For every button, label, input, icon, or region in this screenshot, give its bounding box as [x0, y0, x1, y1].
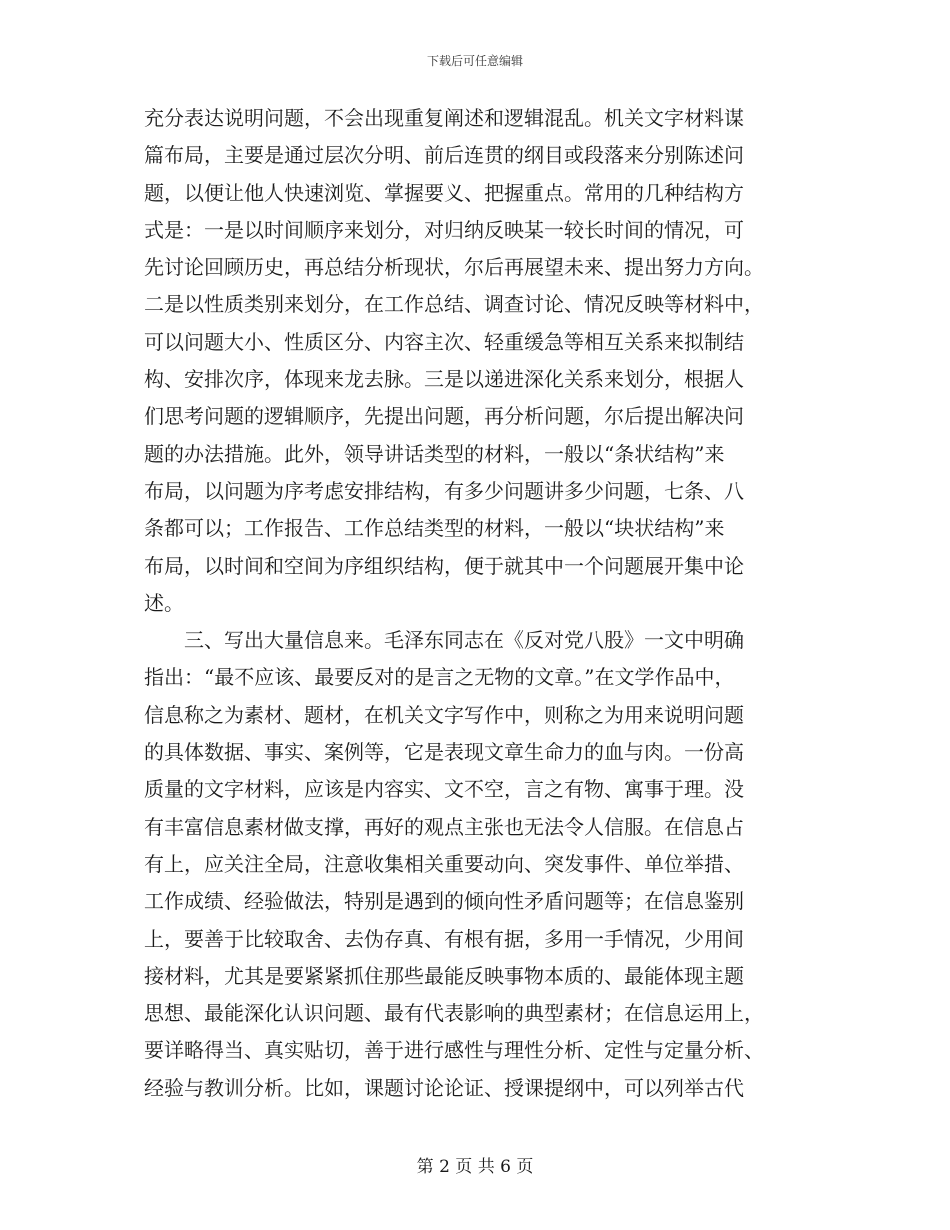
text-line: 式是：一是以时间顺序来划分，对归纳反映某一较长时间的情况，可: [144, 217, 744, 242]
text-line: 述。: [144, 590, 184, 615]
text-line: 有上，应关注全局，注意收集相关重要动向、突发事件、单位举措、: [144, 851, 744, 876]
text-line: 题，以便让他人快速浏览、掌握要义、把握重点。常用的几种结构方: [144, 180, 744, 205]
text-line: 布局，以时间和空间为序组织结构，便于就其中一个问题展开集中论: [144, 553, 744, 578]
text-line: 的具体数据、事实、案例等，它是表现文章生命力的血与肉。一份高: [144, 740, 744, 765]
text-line: 要详略得当、真实贴切，善于进行感性与理性分析、定性与定量分析、: [144, 1038, 764, 1063]
text-line: 先讨论回顾历史，再总结分析现状，尔后再展望未来、提出努力方向。: [144, 255, 764, 280]
text-line: 构、安排次序，体现来龙去脉。三是以递进深化关系来划分，根据人: [144, 367, 744, 392]
text-line: 有丰富信息素材做支撑，再好的观点主张也无法令人信服。在信息占: [144, 814, 744, 839]
header-note: 下载后可任意编辑: [426, 54, 523, 68]
text-line: 可以问题大小、性质区分、内容主次、轻重缓急等相互关系来拟制结: [144, 329, 744, 354]
text-line: 接材料，尤其是要紧紧抓住那些最能反映事物本质的、最能体现主题: [144, 963, 744, 988]
text-line: 上，要善于比较取舍、去伪存真、有根有据，多用一手情况，少用间: [144, 926, 744, 951]
text-line: 篇布局，主要是通过层次分明、前后连贯的纲目或段落来分别陈述问: [144, 143, 744, 168]
text-line: 信息称之为素材、题材，在机关文字写作中，则称之为用来说明问题: [144, 702, 744, 727]
text-line: 题的办法措施。此外，领导讲话类型的材料，一般以“条状结构”来: [144, 441, 725, 466]
text-line: 布局，以问题为序考虑安排结构，有多少问题讲多少问题，七条、八: [144, 478, 744, 503]
text-line: 充分表达说明问题，不会出现重复阐述和逻辑混乱。机关文字材料谋: [144, 106, 744, 130]
text-line: 经验与教训分析。比如，课题讨论论证、授课提纲中，可以列举古代: [144, 1075, 744, 1100]
text-line: 条都可以；工作报告、工作总结类型的材料，一般以“块状结构”来: [144, 516, 725, 541]
text-line: 们思考问题的逻辑顺序，先提出问题，再分析问题，尔后提出解决问: [144, 404, 744, 429]
text-line: 工作成绩、经验做法，特别是遇到的倾向性矛盾问题等；在信息鉴别: [144, 889, 744, 914]
text-line: 三、写出大量信息来。毛泽东同志在《反对党八股》一文中明确: [144, 628, 744, 653]
text-line: 二是以性质类别来划分，在工作总结、调查讨论、情况反映等材料中，: [144, 292, 764, 317]
text-line: 指出：“最不应该、最要反对的是言之无物的文章。”在文学作品中，: [144, 665, 735, 690]
text-line: 质量的文字材料，应该是内容实、文不空，言之有物、寓事于理。没: [144, 777, 744, 802]
text-line: 思想、最能深化认识问题、最有代表影响的典型素材；在信息运用上，: [144, 1001, 764, 1026]
body-text: [144, 100, 804, 1107]
page-number-footer: 第 2 页 共 6 页: [416, 1157, 534, 1177]
